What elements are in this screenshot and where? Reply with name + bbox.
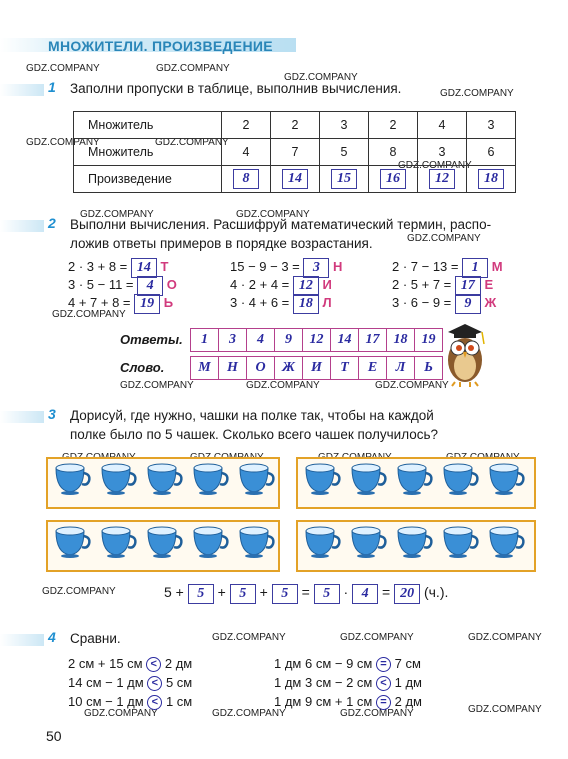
cup-icon bbox=[302, 525, 342, 559]
cup-icon bbox=[190, 525, 230, 559]
eq-op: · bbox=[343, 584, 349, 600]
table-cell: 5 bbox=[320, 139, 369, 166]
answer-cell[interactable]: 9 bbox=[274, 328, 303, 352]
code-letter: Ж bbox=[484, 295, 497, 310]
answers-label: Ответы. bbox=[120, 332, 183, 347]
watermark: GDZ.COMPANY bbox=[26, 137, 100, 148]
watermark: GDZ.COMPANY bbox=[212, 632, 286, 643]
cup-icon bbox=[144, 462, 184, 496]
code-letter: Ь bbox=[163, 295, 174, 310]
task-stripe bbox=[0, 411, 44, 423]
word-label: Слово. bbox=[120, 360, 165, 375]
example bbox=[392, 276, 493, 296]
task-stripe bbox=[0, 634, 44, 646]
compare-left: 1 дм 6 см − 9 см bbox=[274, 656, 373, 671]
watermark: GDZ.COMPANY bbox=[468, 704, 542, 715]
table-cell bbox=[222, 166, 271, 193]
word-cell[interactable]: Н bbox=[218, 356, 247, 380]
cup-icon bbox=[236, 462, 276, 496]
eq-op: = bbox=[382, 584, 391, 600]
page-number: 50 bbox=[46, 728, 62, 744]
cup-icon bbox=[98, 462, 138, 496]
eq-op: = bbox=[301, 584, 310, 600]
cup-icon bbox=[394, 462, 434, 496]
answer-box[interactable]: 12 bbox=[293, 276, 319, 296]
owl-illustration bbox=[440, 322, 490, 388]
code-letter: М bbox=[491, 259, 503, 274]
compare-sign[interactable]: = bbox=[376, 657, 391, 672]
cup-icon bbox=[190, 462, 230, 496]
cup-icon bbox=[440, 525, 480, 559]
table-cell bbox=[271, 166, 320, 193]
cup-icon bbox=[302, 462, 342, 496]
compare-left: 10 см − 1 дм bbox=[68, 694, 144, 709]
cup-icon bbox=[52, 462, 92, 496]
compare-row bbox=[274, 675, 422, 691]
task-text: Выполни вычисления. Расшифруй математический термин, распо- bbox=[70, 217, 492, 232]
word-cell[interactable]: И bbox=[302, 356, 331, 380]
compare-right: 5 см bbox=[165, 675, 193, 690]
example bbox=[392, 258, 503, 278]
expression: 4 + 7 + 8 = bbox=[68, 295, 131, 310]
answer-box[interactable]: 12 bbox=[429, 169, 455, 189]
watermark: GDZ.COMPANY bbox=[120, 380, 194, 391]
table-cell bbox=[418, 166, 467, 193]
watermark: GDZ.COMPANY bbox=[236, 209, 310, 220]
task-text: ложив ответы примеров в порядке возрастания. bbox=[70, 236, 373, 251]
table-cell: 3 bbox=[418, 139, 467, 166]
answer-cell[interactable]: 3 bbox=[218, 328, 247, 352]
compare-row bbox=[68, 656, 192, 672]
answer-box[interactable]: 16 bbox=[380, 169, 406, 189]
code-letter: Н bbox=[333, 259, 343, 274]
compare-right: 1 дм bbox=[394, 675, 422, 690]
table-row bbox=[74, 166, 516, 193]
expression: 3 · 4 + 6 = bbox=[230, 295, 290, 310]
expression: 3 · 5 − 11 = bbox=[68, 277, 134, 292]
answer-box[interactable]: 17 bbox=[455, 276, 481, 296]
compare-row bbox=[68, 675, 192, 691]
watermark: GDZ.COMPANY bbox=[407, 233, 481, 244]
compare-row bbox=[68, 694, 192, 710]
answer-cell[interactable]: 1 bbox=[190, 328, 219, 352]
answer-box[interactable]: 15 bbox=[331, 169, 357, 189]
task-stripe bbox=[0, 84, 44, 96]
task-text: Сравни. bbox=[70, 631, 121, 646]
expression: 4 · 2 + 4 = bbox=[230, 277, 290, 292]
compare-sign[interactable]: < bbox=[376, 676, 391, 691]
watermark: GDZ.COMPANY bbox=[212, 708, 286, 719]
task-number: 1 bbox=[48, 79, 56, 95]
word-cell[interactable]: Л bbox=[386, 356, 415, 380]
answer-box[interactable]: 1 bbox=[462, 258, 488, 278]
answer-box[interactable]: 18 bbox=[293, 294, 319, 314]
compare-right: 2 дм bbox=[394, 694, 422, 709]
cup-icon bbox=[440, 462, 480, 496]
compare-row bbox=[274, 694, 422, 710]
watermark: GDZ.COMPANY bbox=[84, 708, 158, 719]
answer-cell[interactable]: 19 bbox=[414, 328, 443, 352]
table-row bbox=[74, 139, 516, 166]
expression: 2 · 7 − 13 = bbox=[392, 259, 459, 274]
example bbox=[392, 294, 496, 314]
example bbox=[230, 276, 332, 296]
compare-right: 7 см bbox=[394, 656, 421, 671]
task-text: Дорисуй, где нужно, чашки на полке так, чтобы на каждой bbox=[70, 408, 434, 423]
answer-box[interactable]: 4 bbox=[352, 584, 378, 604]
answer-box[interactable]: 14 bbox=[282, 169, 308, 189]
answer-box[interactable]: 9 bbox=[455, 294, 481, 314]
word-cell[interactable]: Ж bbox=[274, 356, 303, 380]
example bbox=[68, 294, 173, 314]
cup-icon bbox=[348, 462, 388, 496]
watermark: GDZ.COMPANY bbox=[284, 72, 358, 83]
table-cell: 4 bbox=[222, 139, 271, 166]
expression: 15 − 9 − 3 = bbox=[230, 259, 300, 274]
table-cell bbox=[369, 166, 418, 193]
compare-left: 14 см − 1 дм bbox=[68, 675, 144, 690]
eq-term: 5 + bbox=[164, 584, 184, 600]
watermark: GDZ.COMPANY bbox=[26, 63, 100, 74]
table-cell: 3 bbox=[467, 112, 516, 139]
watermark: GDZ.COMPANY bbox=[340, 632, 414, 643]
cup-icon bbox=[236, 525, 276, 559]
task-stripe bbox=[0, 220, 44, 232]
answers-row bbox=[190, 328, 442, 352]
compare-sign[interactable]: = bbox=[376, 695, 391, 710]
answer-cell[interactable]: 14 bbox=[330, 328, 359, 352]
answer-box[interactable]: 18 bbox=[478, 169, 504, 189]
cup-icon bbox=[486, 462, 526, 496]
expression: 2 · 3 + 8 = bbox=[68, 259, 128, 274]
watermark: GDZ.COMPANY bbox=[155, 137, 229, 148]
code-letter: Л bbox=[322, 295, 332, 310]
compare-right: 2 дм bbox=[164, 656, 193, 671]
answer-cell[interactable]: 4 bbox=[246, 328, 275, 352]
table-cell: 2 bbox=[222, 112, 271, 139]
code-letter: Т bbox=[160, 259, 169, 274]
cups-equation bbox=[164, 584, 448, 604]
table-cell: 8 bbox=[369, 139, 418, 166]
watermark: GDZ.COMPANY bbox=[52, 309, 126, 320]
example bbox=[230, 258, 342, 278]
answer-cell[interactable]: 18 bbox=[386, 328, 415, 352]
answer-box[interactable]: 19 bbox=[134, 294, 160, 314]
answer-cell[interactable]: 17 bbox=[358, 328, 387, 352]
answer-box[interactable]: 5 bbox=[272, 584, 298, 604]
watermark: GDZ.COMPANY bbox=[156, 63, 230, 74]
eq-op: + bbox=[259, 584, 268, 600]
task-number: 2 bbox=[48, 215, 56, 231]
code-letter: О bbox=[166, 277, 177, 292]
expression: 2 · 5 + 7 = bbox=[392, 277, 452, 292]
word-row bbox=[190, 356, 442, 380]
answer-box[interactable]: 20 bbox=[394, 584, 420, 604]
cup-icon bbox=[144, 525, 184, 559]
watermark: GDZ.COMPANY bbox=[246, 380, 320, 391]
answer-box[interactable]: 8 bbox=[233, 169, 259, 189]
page-title: МНОЖИТЕЛИ. ПРОИЗВЕДЕНИЕ bbox=[48, 38, 273, 54]
compare-sign[interactable]: < bbox=[147, 676, 162, 691]
expression: 3 · 6 − 9 = bbox=[392, 295, 452, 310]
answer-box[interactable]: 3 bbox=[303, 258, 329, 278]
word-cell[interactable]: О bbox=[246, 356, 275, 380]
answer-box[interactable]: 5 bbox=[188, 584, 214, 604]
table-cell: 6 bbox=[467, 139, 516, 166]
answer-box[interactable]: 5 bbox=[314, 584, 340, 604]
table-cell bbox=[320, 166, 369, 193]
table-cell: 2 bbox=[271, 112, 320, 139]
eq-op: + bbox=[217, 584, 226, 600]
example bbox=[230, 294, 332, 314]
code-letter: И bbox=[322, 277, 332, 292]
table-cell bbox=[467, 166, 516, 193]
row-label: Множитель bbox=[74, 139, 222, 166]
compare-right: 1 см bbox=[165, 694, 193, 709]
answer-box[interactable]: 4 bbox=[137, 276, 163, 296]
compare-sign[interactable]: < bbox=[147, 695, 162, 710]
compare-left: 1 дм 9 см + 1 см bbox=[274, 694, 373, 709]
cup-icon bbox=[98, 525, 138, 559]
table-cell: 2 bbox=[369, 112, 418, 139]
watermark: GDZ.COMPANY bbox=[398, 160, 472, 171]
compare-left: 1 дм 3 см − 2 см bbox=[274, 675, 373, 690]
compare-sign[interactable]: < bbox=[146, 657, 161, 672]
task-number: 3 bbox=[48, 406, 56, 422]
answer-cell[interactable]: 12 bbox=[302, 328, 331, 352]
word-cell[interactable]: Т bbox=[330, 356, 359, 380]
eq-unit: (ч.). bbox=[423, 584, 449, 600]
example bbox=[68, 276, 177, 296]
row-label: Множитель bbox=[74, 112, 222, 139]
watermark: GDZ.COMPANY bbox=[42, 586, 116, 597]
word-cell[interactable]: Ь bbox=[414, 356, 443, 380]
watermark: GDZ.COMPANY bbox=[80, 209, 154, 220]
watermark: GDZ.COMPANY bbox=[375, 380, 449, 391]
cup-icon bbox=[486, 525, 526, 559]
cup-icon bbox=[52, 525, 92, 559]
watermark: GDZ.COMPANY bbox=[468, 632, 542, 643]
answer-box[interactable]: 5 bbox=[230, 584, 256, 604]
table-cell: 3 bbox=[320, 112, 369, 139]
task-number: 4 bbox=[48, 629, 56, 645]
compare-row bbox=[274, 656, 421, 672]
multiplication-table bbox=[73, 111, 516, 193]
table-cell: 4 bbox=[418, 112, 467, 139]
task-text: полке было по 5 чашек. Сколько всего чашек получилось? bbox=[70, 427, 439, 442]
cup-icon bbox=[394, 525, 434, 559]
table-row bbox=[74, 112, 516, 139]
cup-icon bbox=[348, 525, 388, 559]
code-letter: Е bbox=[484, 277, 494, 292]
compare-left: 2 см + 15 см bbox=[68, 656, 143, 671]
watermark: GDZ.COMPANY bbox=[340, 708, 414, 719]
task-text: Заполни пропуски в таблице, выполнив вычисления. bbox=[70, 81, 402, 96]
table-cell: 7 bbox=[271, 139, 320, 166]
watermark: GDZ.COMPANY bbox=[440, 88, 514, 99]
answer-box[interactable]: 14 bbox=[131, 258, 157, 278]
word-cell[interactable]: М bbox=[190, 356, 219, 380]
row-label: Произведение bbox=[74, 166, 222, 193]
word-cell[interactable]: Е bbox=[358, 356, 387, 380]
example bbox=[68, 258, 168, 278]
